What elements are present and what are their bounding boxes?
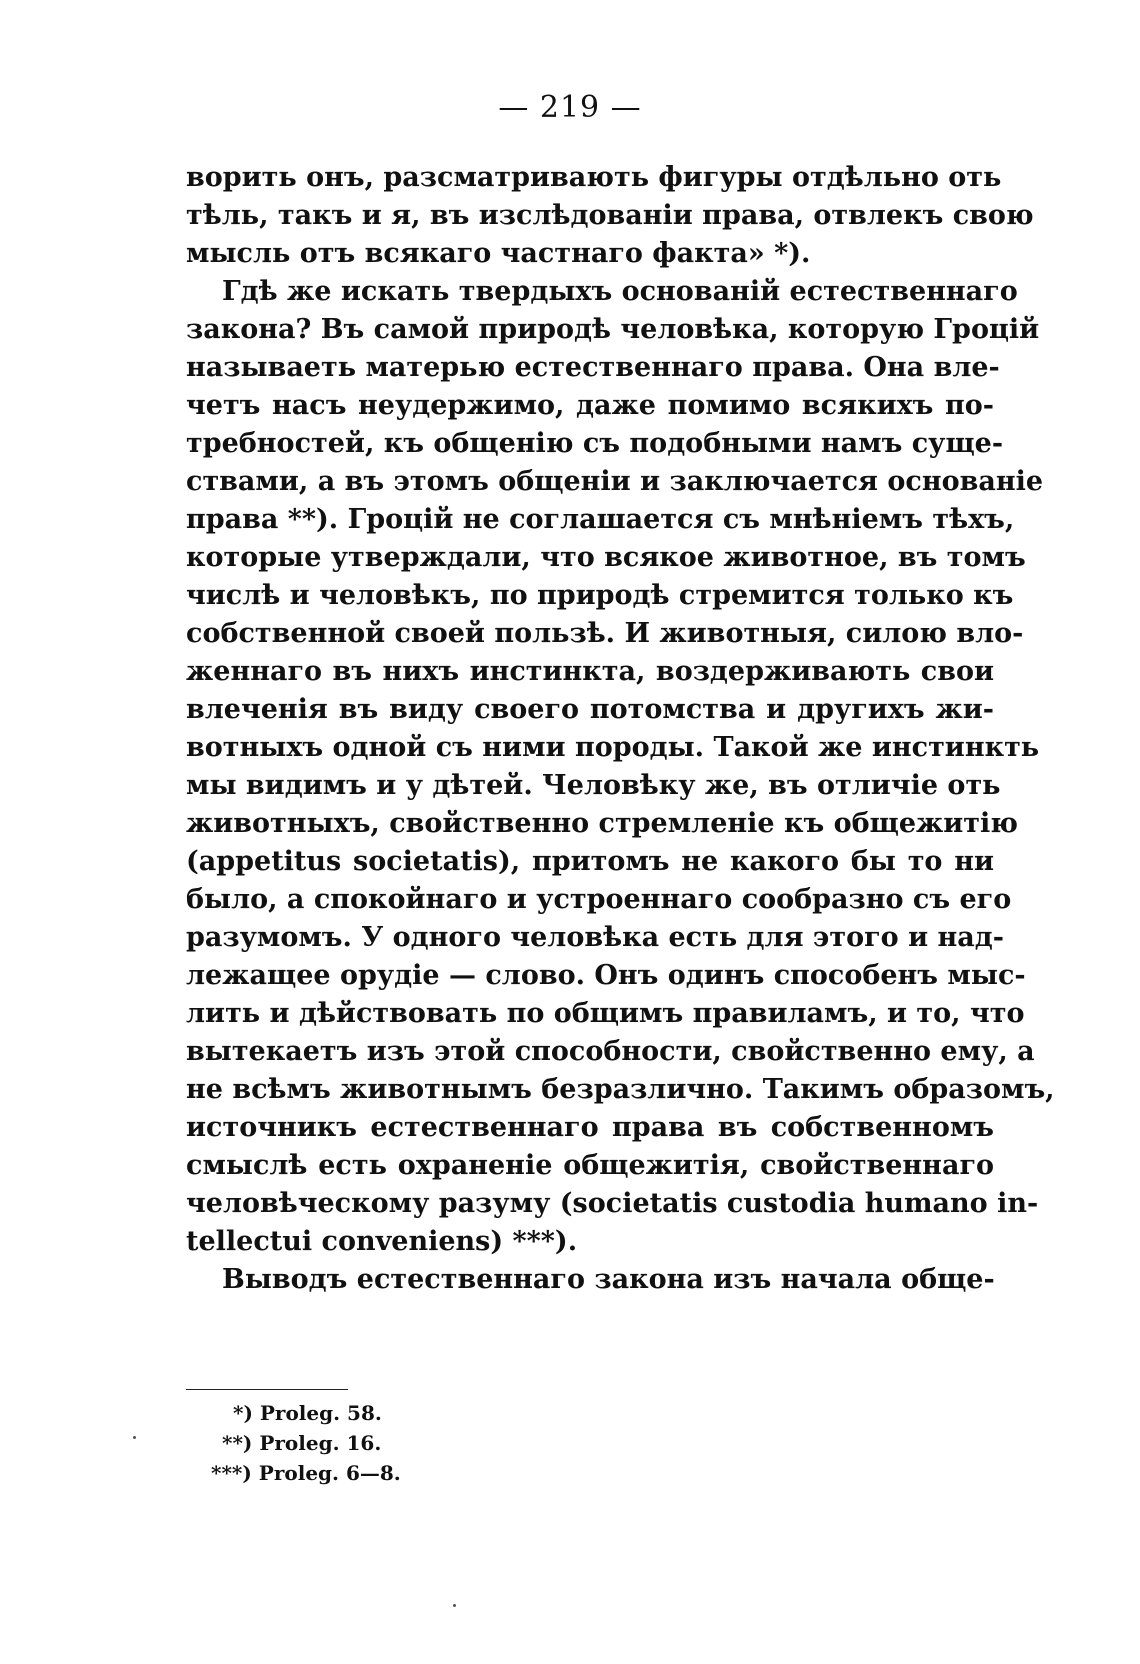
text-line: Выводъ естественнаго закона изъ начала обще- [222, 1264, 995, 1295]
text-line: ворить онъ, разсматривають фигуры отдѣльно оть [186, 162, 1002, 193]
text-line: (appetitus societatis), притомъ не какого бы то ни [186, 846, 994, 877]
text-line: женнаго въ нихъ инстинкта, воздерживають свои [186, 656, 994, 687]
text-line: не всѣмъ животнымъ безразлично. Такимъ образомъ, [186, 1074, 1055, 1105]
text-line: закона? Въ самой природѣ человѣка, которую Гроцій [186, 314, 1040, 345]
text-line: влеченія въ виду своего потомства и другихъ жи- [186, 694, 994, 725]
text-line: Гдѣ же искать твердыхъ основаній естественнаго [222, 276, 1018, 307]
text-line: числѣ и человѣкъ, по природѣ стремится только къ [186, 580, 1014, 611]
footnote-divider [186, 1389, 348, 1390]
page-number: — 219 — [498, 90, 642, 125]
text-line: лежащее орудіе — слово. Онъ одинъ способенъ мыс- [186, 960, 1026, 991]
text-line: мы видимъ и у дѣтей. Человѣку же, въ отличіе оть [186, 770, 1001, 801]
text-line: животныхъ, свойственно стремленіе къ общежитію [186, 808, 1018, 839]
text-line: права **). Гроцій не соглашается съ мнѣніемъ тѣхъ, [186, 504, 1015, 535]
text-line: мысль отъ всякаго частнаго факта» *). [186, 238, 811, 269]
text-line: вотныхъ одной съ ними породы. Такой же инстинкть [186, 732, 1040, 763]
text-line: источникъ естественнаго права въ собственномъ [186, 1112, 994, 1143]
text-line: четъ насъ неудержимо, даже помимо всякихъ по- [186, 390, 994, 421]
text-line: лить и дѣйствовать по общимъ правиламъ, и то, что [186, 998, 1025, 1029]
scan-speck [453, 1604, 456, 1607]
text-line: смыслѣ есть охраненіе общежитія, свойственнаго [186, 1150, 994, 1181]
scan-speck [133, 1436, 136, 1439]
footnote: ***) Proleg. 6—8. [211, 1461, 401, 1485]
text-line: было, а спокойнаго и устроеннаго сообразно съ его [186, 884, 1012, 915]
text-line: тѣль, такъ и я, въ изслѣдованіи права, отвлекъ свою [186, 200, 1034, 231]
footnote: **) Proleg. 16. [222, 1431, 382, 1455]
footnote: *) Proleg. 58. [233, 1401, 382, 1425]
text-line: собственной своей пользѣ. И животныя, силою вло- [186, 618, 1024, 649]
text-line: которые утверждали, что всякое животное, въ томъ [186, 542, 1026, 573]
text-line: разумомъ. У одного человѣка есть для этого и над- [186, 922, 1004, 953]
text-line: требностей, къ общенію съ подобными намъ суще- [186, 428, 1004, 459]
text-line: вытекаетъ изъ этой способности, свойственно ему, а [186, 1036, 1035, 1067]
text-line: ствами, а въ этомъ общеніи и заключается основаніе [186, 466, 1044, 497]
text-line: называеть матерью естественнаго права. Она вле- [186, 352, 1000, 383]
text-line: человѣческому разуму (societatis custodia humano in- [186, 1188, 1039, 1219]
text-line: tellectui conveniens) ***). [186, 1226, 578, 1257]
